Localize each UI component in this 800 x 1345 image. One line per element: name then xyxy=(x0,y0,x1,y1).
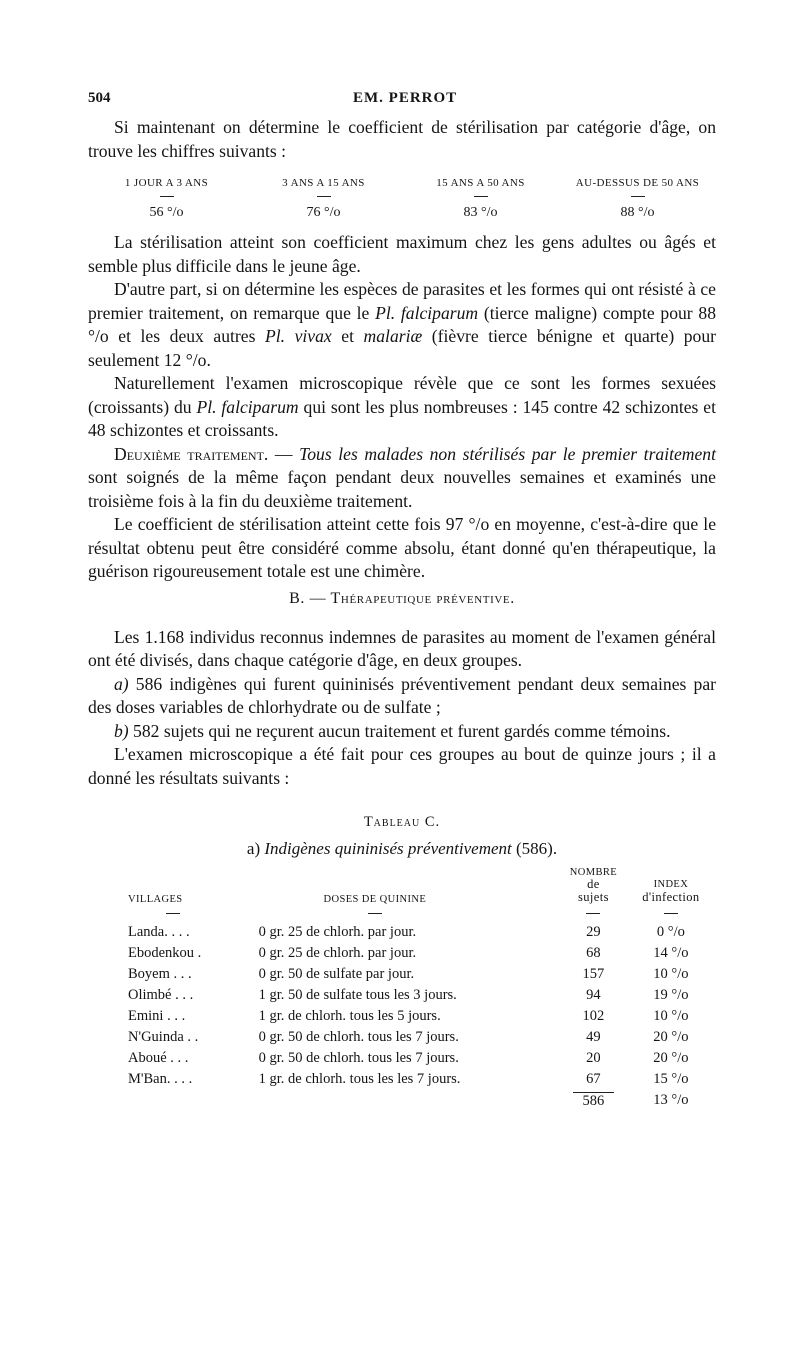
table-c xyxy=(128,867,716,1111)
paragraph-group-a: a) 586 indigènes qui furent quininisés préventivement pendant deux semaines par des doses variables de chlorhydrate ou de sulfate ; xyxy=(88,673,716,717)
age-label: AU-DESSUS DE 50 ANS xyxy=(575,177,700,189)
age-value: 76 °/o xyxy=(306,205,341,220)
dash-rule xyxy=(631,196,645,197)
col-header-doses: DOSES DE QUININE xyxy=(323,894,427,905)
age-value: 88 °/o xyxy=(620,205,655,220)
age-value: 56 °/o xyxy=(149,205,184,220)
table-row: M'Ban. . . . 1 gr. de chlorh. tous les les 7 jours. 67 15 °/o xyxy=(128,1071,689,1087)
page xyxy=(88,90,716,1111)
paragraph-results-intro: L'examen microscopique a été fait pour ces groupes au bout de quinze jours ; il a donné les résultats suivants : xyxy=(88,744,716,788)
age-group-labels xyxy=(88,177,716,189)
col-header-villages: VILLAGES xyxy=(128,894,183,905)
paragraph-age-intro: Si maintenant on détermine le coefficient de stérilisation par catégorie d'âge, on trouve les chiffres suivants : xyxy=(88,117,716,161)
table-row: Emini . . . 1 gr. de chlorh. tous les 5 jours. 102 10 °/o xyxy=(128,1008,689,1024)
age-dashes xyxy=(88,189,716,203)
total-index: 13 °/o xyxy=(653,1092,689,1108)
table-title: Tableau C. xyxy=(363,814,441,830)
age-label: 1 JOUR A 3 ANS xyxy=(124,177,209,189)
total-subjects: 586 xyxy=(573,1092,614,1110)
table-row: Olimbé . . . 1 gr. 50 de sulfate tous les 3 jours. 94 19 °/o xyxy=(128,987,689,1003)
dash-rule xyxy=(160,196,174,197)
paragraph-sterilisation-max: La stérilisation atteint son coefficient maximum chez les gens adultes ou âgés et semble plus difficile dans le jeune âge. xyxy=(88,232,716,276)
table-row: Boyem . . . 0 gr. 50 de sulfate par jour. 157 10 °/o xyxy=(128,966,689,982)
paragraph-parasite-species: D'autre part, si on détermine les espèces de parasites et les formes qui ont résisté à ce premier traitement, on remarque que le Pl. falciparum (tierce maligne) compte pour 88 °/o et les deux autres Pl. vivax et malariæ (fièvre tierce bénigne et quarte) pour seulement 12 °/o. xyxy=(88,279,717,370)
page-number: 504 xyxy=(88,90,111,106)
paragraph-second-treatment: Deuxième traitement. — Tous les malades non stérilisés par le premier traitement sont soignés de la même façon pendant deux nouvelles semaines et examinés une troisième fois à la fin du deuxième traitement. xyxy=(88,443,716,511)
age-group-values xyxy=(88,205,716,221)
age-label: 15 ANS A 50 ANS xyxy=(436,177,525,189)
table-row: Aboué . . . 0 gr. 50 de chlorh. tous les 7 jours. 20 20 °/o xyxy=(128,1050,689,1066)
dash-rule xyxy=(474,196,488,197)
paragraph-coefficient: Le coefficient de stérilisation atteint cette fois 97 °/o en moyenne, c'est-à-dire que le résultat obtenu peut être considéré comme absolu, étant donné qu'en thérapeutique, la guérison rigoureusement totale est une chimère. xyxy=(88,514,716,581)
paragraph-microscopic-exam: Naturellement l'examen microscopique révèle que ce sont les formes sexuées (croissants) du Pl. falciparum qui sont les plus nombreuses : 145 contre 42 schizontes et 48 schizontes et croissants. xyxy=(88,373,716,440)
running-header xyxy=(88,90,716,116)
author-header: EM. PERROT xyxy=(353,90,458,106)
dash-rule xyxy=(317,196,331,197)
age-value: 83 °/o xyxy=(463,205,498,220)
paragraph-group-b: b) 582 sujets qui ne reçurent aucun traitement et furent gardés comme témoins. xyxy=(114,720,671,741)
age-label: 3 ANS A 15 ANS xyxy=(282,177,365,189)
col-header-index: INDEX d'infection xyxy=(642,879,700,904)
table-row: N'Guinda . . 0 gr. 50 de chlorh. tous les 7 jours. 49 20 °/o xyxy=(128,1029,689,1045)
section-lead: Deuxième traitement. xyxy=(114,443,269,464)
table-row: Landa. . . . 0 gr. 25 de chlorh. par jour. 29 0 °/o xyxy=(128,924,685,940)
table-total-row xyxy=(128,1090,716,1111)
table-row: Ebodenkou . 0 gr. 25 de chlorh. par jour. 68 14 °/o xyxy=(128,945,689,961)
section-heading-b: B. — Thérapeutique préventive. xyxy=(289,589,515,607)
col-header-nombre: NOMBRE de sujets xyxy=(569,867,618,904)
header-dash-row xyxy=(128,905,716,922)
table-subtitle: a) Indigènes quininisés préventivement (586). xyxy=(246,839,558,858)
table-header-row xyxy=(128,867,716,905)
paragraph-groups: Les 1.168 individus reconnus indemnes de parasites au moment de l'examen général ont été divisés, dans chaque catégorie d'âge, en deux groupes. xyxy=(88,626,716,670)
